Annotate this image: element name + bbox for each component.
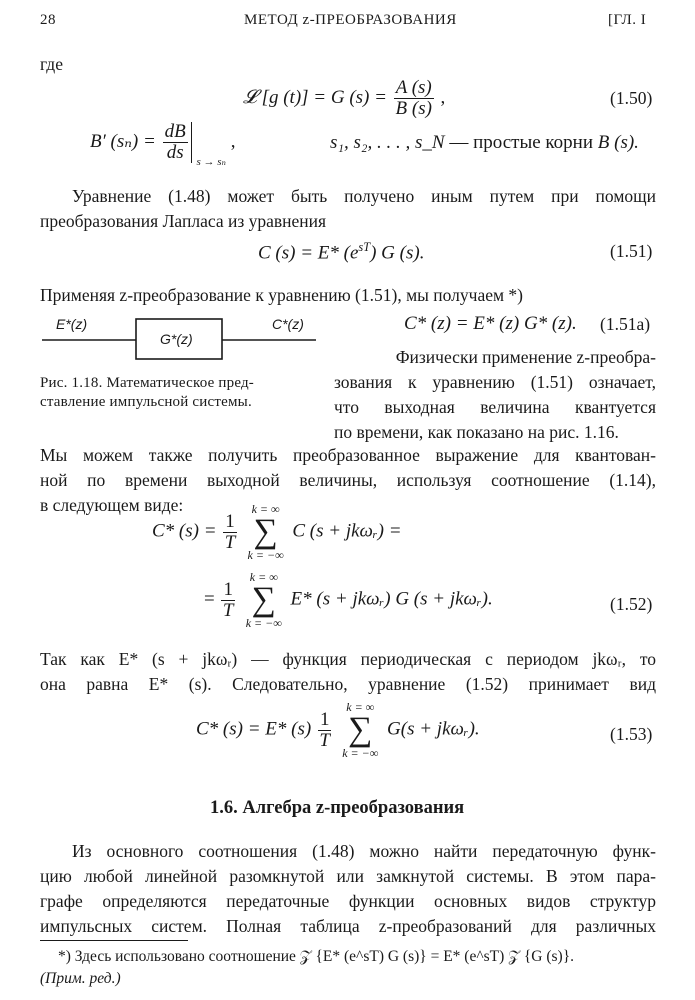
paragraph-5-line-2: она равна E* (s). Следовательно, уравнение (1.52) принимает вид bbox=[40, 674, 656, 694]
derivative-definition: B′ (sₙ) = $\frac{dB}{ds}$ $_{s \to s_n}$ , bbox=[90, 121, 236, 168]
equation-1-52-line-2: = $\frac{1}{T}$ k = ∞ ∑ k = −∞ E* (s + jkωᵣ) G (s + jkωᵣ). bbox=[204, 570, 493, 630]
paragraph-4-line-1: Мы можем также получить преобразованное выражение для квантован- bbox=[40, 445, 656, 465]
paragraph-1-line-2: преобразования Лапласа из уравнения bbox=[40, 211, 327, 231]
figure-caption-line-1: Рис. 1.18. Математическое пред- bbox=[40, 375, 255, 391]
output-label: C*(z) bbox=[272, 316, 304, 332]
paragraph-3-line-2: зования к уравнению (1.51) означает, bbox=[334, 372, 656, 392]
simple-roots: s₁, s₂, . . . , s_N — простые корни B (s). bbox=[330, 132, 639, 153]
paragraph-6-line-3: графе определяются передаточные функции основных видов структур bbox=[40, 891, 656, 911]
equation-number-1-50: (1.50) bbox=[610, 88, 653, 108]
paragraph-3-line-3: что выходная величина квантуется bbox=[334, 397, 656, 417]
input-label: E*(z) bbox=[56, 316, 88, 332]
paragraph-4-line-2: ной по времени выходной величины, используя соотношение (1.14), bbox=[40, 470, 656, 490]
equation-number-1-51: (1.51) bbox=[610, 241, 653, 261]
where-label: где bbox=[40, 54, 63, 74]
paragraph-3-line-4: по времени, как показано на рис. 1.16. bbox=[334, 422, 619, 442]
paragraph-6-line-4: импульсных систем. Полная таблица z-преобразований для различных bbox=[40, 916, 656, 936]
equation-1-51: C (s) = E* $(e^{sT})$ G (s). bbox=[258, 240, 425, 264]
equation-1-51a: C* (z) = E* (z) G* (z). bbox=[404, 313, 577, 334]
paragraph-4-line-3: в следующем виде: bbox=[40, 495, 184, 515]
running-title: МЕТОД z-ПРЕОБРАЗОВАНИЯ bbox=[244, 12, 457, 28]
paragraph-5-line-1: Так как E* (s + jkωᵣ) — функция периодическая с периодом jkωᵣ, то bbox=[40, 649, 656, 669]
equation-number-1-52: (1.52) bbox=[610, 594, 653, 614]
paragraph-3-line-1: Физически применение z-преобра- bbox=[395, 347, 656, 367]
equation-1-50: 𝓛 [g (t)] = G (s) = $\frac{A (s)}{B (s)}$ , bbox=[243, 77, 446, 119]
page-number: 28 bbox=[40, 12, 56, 28]
footnote-line-1: *) Здесь использовано соотношение 𝒵 {E* (e^sT) G (s)} = E* (e^sT) 𝒵 {G (s)}. bbox=[58, 948, 575, 965]
paragraph-1-line-1: Уравнение (1.48) может быть получено иным путем при помощи bbox=[72, 186, 656, 206]
equation-number-1-53: (1.53) bbox=[610, 724, 653, 744]
chapter-marker: [ГЛ. I bbox=[608, 12, 647, 28]
paragraph-6-line-2: цию любой линейной разомкнутой или замкнутой системы. В этом пара- bbox=[40, 866, 656, 886]
figure-caption-line-2: ставление импульсной системы. bbox=[40, 394, 252, 410]
paragraph-2: Применяя z-преобразование к уравнению (1.51), мы получаем *) bbox=[40, 285, 524, 305]
block-label: G*(z) bbox=[160, 331, 193, 347]
footnote-rule bbox=[40, 940, 188, 941]
equation-1-52-line-1: C* (s) = $\frac{1}{T}$ k = ∞ ∑ k = −∞ C (s + jkωᵣ) = bbox=[152, 502, 402, 562]
equation-number-1-51a: (1.51а) bbox=[600, 314, 651, 334]
paragraph-6-line-1: Из основного соотношения (1.48) можно найти передаточную функ- bbox=[72, 841, 656, 861]
equation-1-53: C* (s) = E* (s) $\frac{1}{T}$ k = ∞ ∑ k = −∞ G(s + jkωᵣ). bbox=[196, 700, 480, 760]
section-title: 1.6. Алгебра z-преобразования bbox=[210, 798, 465, 818]
footnote-line-2: (Прим. ред.) bbox=[40, 970, 121, 987]
